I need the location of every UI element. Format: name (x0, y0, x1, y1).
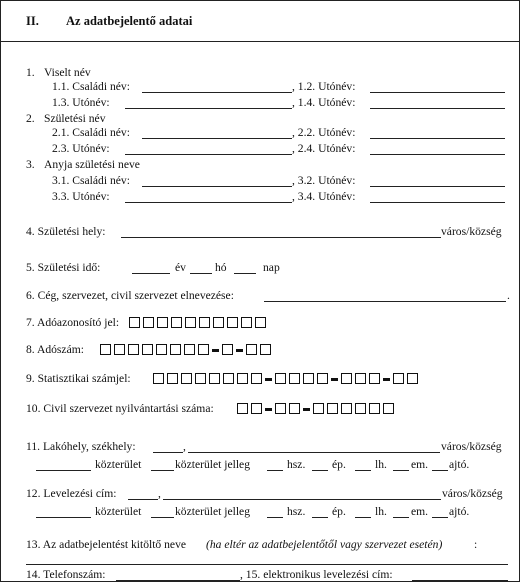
digit-box[interactable] (237, 403, 248, 414)
digit-box[interactable] (209, 373, 220, 384)
digit-box[interactable] (407, 373, 418, 384)
label-2-4: , 2.4. Utónév: (292, 142, 356, 155)
digit-box[interactable] (327, 403, 338, 414)
field-12-mail-row-a (0, 485, 520, 503)
house-number-input[interactable] (267, 517, 283, 518)
field-label: 8. Adószám: (26, 343, 84, 356)
digit-box[interactable] (129, 317, 140, 328)
digit-box[interactable] (393, 373, 404, 384)
section-number: II. (26, 14, 39, 28)
field-label: 5. Születési idő: (26, 261, 101, 274)
digit-box[interactable] (289, 403, 300, 414)
field-suffix: város/község (441, 225, 502, 238)
digit-box[interactable] (246, 344, 257, 355)
field-label: 7. Adóazonosító jel: (26, 316, 120, 329)
separator-dash (265, 408, 272, 411)
field-label: 12. Levelezési cím: (26, 487, 117, 500)
label-3-1: 3.1. Családi név: (52, 174, 130, 187)
digit-box[interactable] (222, 344, 233, 355)
separator-dash (383, 378, 390, 381)
digit-box[interactable] (251, 373, 262, 384)
digit-box[interactable] (241, 317, 252, 328)
house-number-input[interactable] (267, 470, 283, 471)
door-label: ajtó. (449, 505, 470, 518)
digit-box[interactable] (369, 403, 380, 414)
input-1-1[interactable] (142, 92, 292, 93)
street-label: közterület (95, 505, 142, 518)
postcode-input[interactable] (153, 452, 183, 453)
label-2-2: , 2.2. Utónév: (292, 126, 356, 139)
label-1-3: 1.3. Utónév: (52, 96, 110, 109)
field-6-organisation (0, 287, 520, 305)
digit-box[interactable] (185, 317, 196, 328)
digit-box[interactable] (142, 344, 153, 355)
city-input[interactable] (163, 499, 441, 500)
separator-dash (331, 378, 338, 381)
digit-box[interactable] (369, 373, 380, 384)
field-label: 6. Cég, szervezet, civil szervezet elnevezése: (26, 289, 234, 302)
digit-box[interactable] (355, 373, 366, 384)
floor-input[interactable] (393, 517, 409, 518)
digit-box[interactable] (383, 403, 394, 414)
field-14-phone-email (0, 566, 520, 584)
field-13-filler-name (0, 536, 520, 554)
comma: , (158, 487, 161, 500)
digit-box[interactable] (100, 344, 111, 355)
digit-box[interactable] (260, 344, 271, 355)
input-2-1[interactable] (142, 138, 292, 139)
field-note: (ha eltér az adatbejelentőtől vagy szervezet esetén) (206, 538, 443, 551)
staircase-input[interactable] (355, 517, 371, 518)
digit-box[interactable] (275, 403, 286, 414)
field-10-registry-number (0, 400, 520, 418)
year-input[interactable] (132, 273, 170, 274)
email-input[interactable] (412, 580, 508, 581)
building-label: ép. (332, 505, 346, 518)
street-type-input[interactable] (151, 470, 174, 471)
digit-box[interactable] (128, 344, 139, 355)
field-label: Anyja születési neve (44, 158, 140, 171)
door-label: ajtó. (449, 458, 470, 471)
building-label: ép. (332, 458, 346, 471)
field-3-row-b (0, 188, 520, 206)
staircase-input[interactable] (355, 470, 371, 471)
digit-box[interactable] (170, 344, 181, 355)
input-1-2[interactable] (370, 92, 505, 93)
digit-box[interactable] (251, 403, 262, 414)
floor-label: em. (411, 458, 429, 471)
field-12-mail-row-b (0, 503, 520, 521)
digit-box[interactable] (237, 373, 248, 384)
digit-box[interactable] (313, 403, 324, 414)
colon: : (474, 538, 478, 551)
header-divider (0, 41, 520, 42)
digit-box[interactable] (156, 344, 167, 355)
street-label: közterület (95, 458, 142, 471)
year-unit: év (175, 261, 186, 274)
month-input[interactable] (190, 273, 212, 274)
field-4-birthplace (0, 223, 520, 241)
comma: , (183, 440, 186, 453)
building-input[interactable] (312, 517, 328, 518)
door-input[interactable] (432, 470, 448, 471)
label-1-4: , 1.4. Utónév: (292, 96, 356, 109)
field-label: Születési név (44, 112, 106, 125)
field-label: 13. Az adatbejelentést kitöltő neve (26, 538, 187, 551)
separator-dash (265, 378, 272, 381)
building-input[interactable] (312, 470, 328, 471)
label-1-1: 1.1. Családi név: (52, 80, 130, 93)
label-1-2: , 1.2. Utónév: (292, 80, 356, 93)
digit-box[interactable] (114, 344, 125, 355)
digit-box[interactable] (213, 317, 224, 328)
organisation-input[interactable] (264, 301, 506, 302)
label-3-4: , 3.4. Utónév: (292, 190, 356, 203)
field-suffix: város/község (441, 440, 502, 453)
digit-box[interactable] (153, 373, 164, 384)
label-2-3: 2.3. Utónév: (52, 142, 110, 155)
digit-box[interactable] (275, 373, 286, 384)
field-label: Viselt név (44, 66, 91, 79)
digit-box[interactable] (255, 317, 266, 328)
digit-box[interactable] (303, 373, 314, 384)
digit-box[interactable] (199, 317, 210, 328)
street-type-label: közterület jelleg (175, 505, 251, 518)
period: . (507, 289, 510, 302)
field-8-tax-number (0, 341, 520, 359)
field-9-stat-number (0, 370, 520, 388)
digit-box[interactable] (143, 317, 154, 328)
phone-label: 14. Telefonszám: (26, 568, 106, 581)
label-2-1: 2.1. Családi név: (52, 126, 130, 139)
city-input[interactable] (188, 452, 440, 453)
input-3-4[interactable] (370, 202, 505, 203)
digit-box[interactable] (167, 373, 178, 384)
digit-box[interactable] (184, 344, 195, 355)
separator-dash (212, 349, 219, 352)
staircase-label: lh. (375, 458, 387, 471)
staircase-label: lh. (375, 505, 387, 518)
input-2-4[interactable] (370, 154, 505, 155)
digit-box[interactable] (195, 373, 206, 384)
section-title: Az adatbejelentő adatai (66, 14, 193, 28)
postcode-input[interactable] (128, 499, 158, 500)
email-label: , 15. elektronikus levelezési cím: (240, 568, 393, 581)
input-2-2[interactable] (370, 138, 505, 139)
digit-box[interactable] (223, 373, 234, 384)
street-type-label: közterület jelleg (175, 458, 251, 471)
input-3-1[interactable] (142, 186, 292, 187)
field-number: 2. (26, 112, 35, 125)
field-11-residence-row-b (0, 456, 520, 474)
label-3-2: , 3.2. Utónév: (292, 174, 356, 187)
phone-input[interactable] (116, 580, 240, 581)
field-number: 1. (26, 66, 35, 79)
field-label: 10. Civil szervezet nyilvántartási száma: (26, 402, 214, 415)
label-3-3: 3.3. Utónév: (52, 190, 110, 203)
month-unit: hó (215, 261, 227, 274)
floor-label: em. (411, 505, 429, 518)
input-3-3[interactable] (125, 202, 292, 203)
door-input[interactable] (432, 517, 448, 518)
field-label: 4. Születési hely: (26, 225, 106, 238)
house-number-label: hsz. (287, 458, 306, 471)
separator-dash (236, 349, 243, 352)
day-unit: nap (263, 261, 280, 274)
digit-box[interactable] (289, 373, 300, 384)
field-suffix: város/község (442, 487, 503, 500)
input-1-3[interactable] (125, 108, 292, 109)
digit-box[interactable] (171, 317, 182, 328)
street-input[interactable] (36, 517, 91, 518)
birthplace-input[interactable] (121, 237, 441, 238)
street-input[interactable] (36, 470, 91, 471)
digit-box[interactable] (157, 317, 168, 328)
input-2-3[interactable] (125, 154, 292, 155)
digit-box[interactable] (227, 317, 238, 328)
field-number: 3. (26, 158, 35, 171)
digit-box[interactable] (181, 373, 192, 384)
street-type-input[interactable] (151, 517, 174, 518)
digit-box[interactable] (317, 373, 328, 384)
field-label: 11. Lakóhely, székhely: (26, 440, 136, 453)
input-3-2[interactable] (370, 186, 505, 187)
field-5-birthdate (0, 259, 520, 277)
filler-name-input[interactable] (26, 564, 508, 565)
field-label: 9. Statisztikai számjel: (26, 372, 131, 385)
digit-box[interactable] (355, 403, 366, 414)
digit-box[interactable] (341, 373, 352, 384)
day-input[interactable] (234, 273, 256, 274)
field-11-residence-row-a (0, 438, 520, 456)
house-number-label: hsz. (287, 505, 306, 518)
digit-box[interactable] (341, 403, 352, 414)
separator-dash (303, 408, 310, 411)
floor-input[interactable] (393, 470, 409, 471)
input-1-4[interactable] (370, 108, 505, 109)
field-7-tax-id (0, 314, 520, 332)
digit-box[interactable] (198, 344, 209, 355)
